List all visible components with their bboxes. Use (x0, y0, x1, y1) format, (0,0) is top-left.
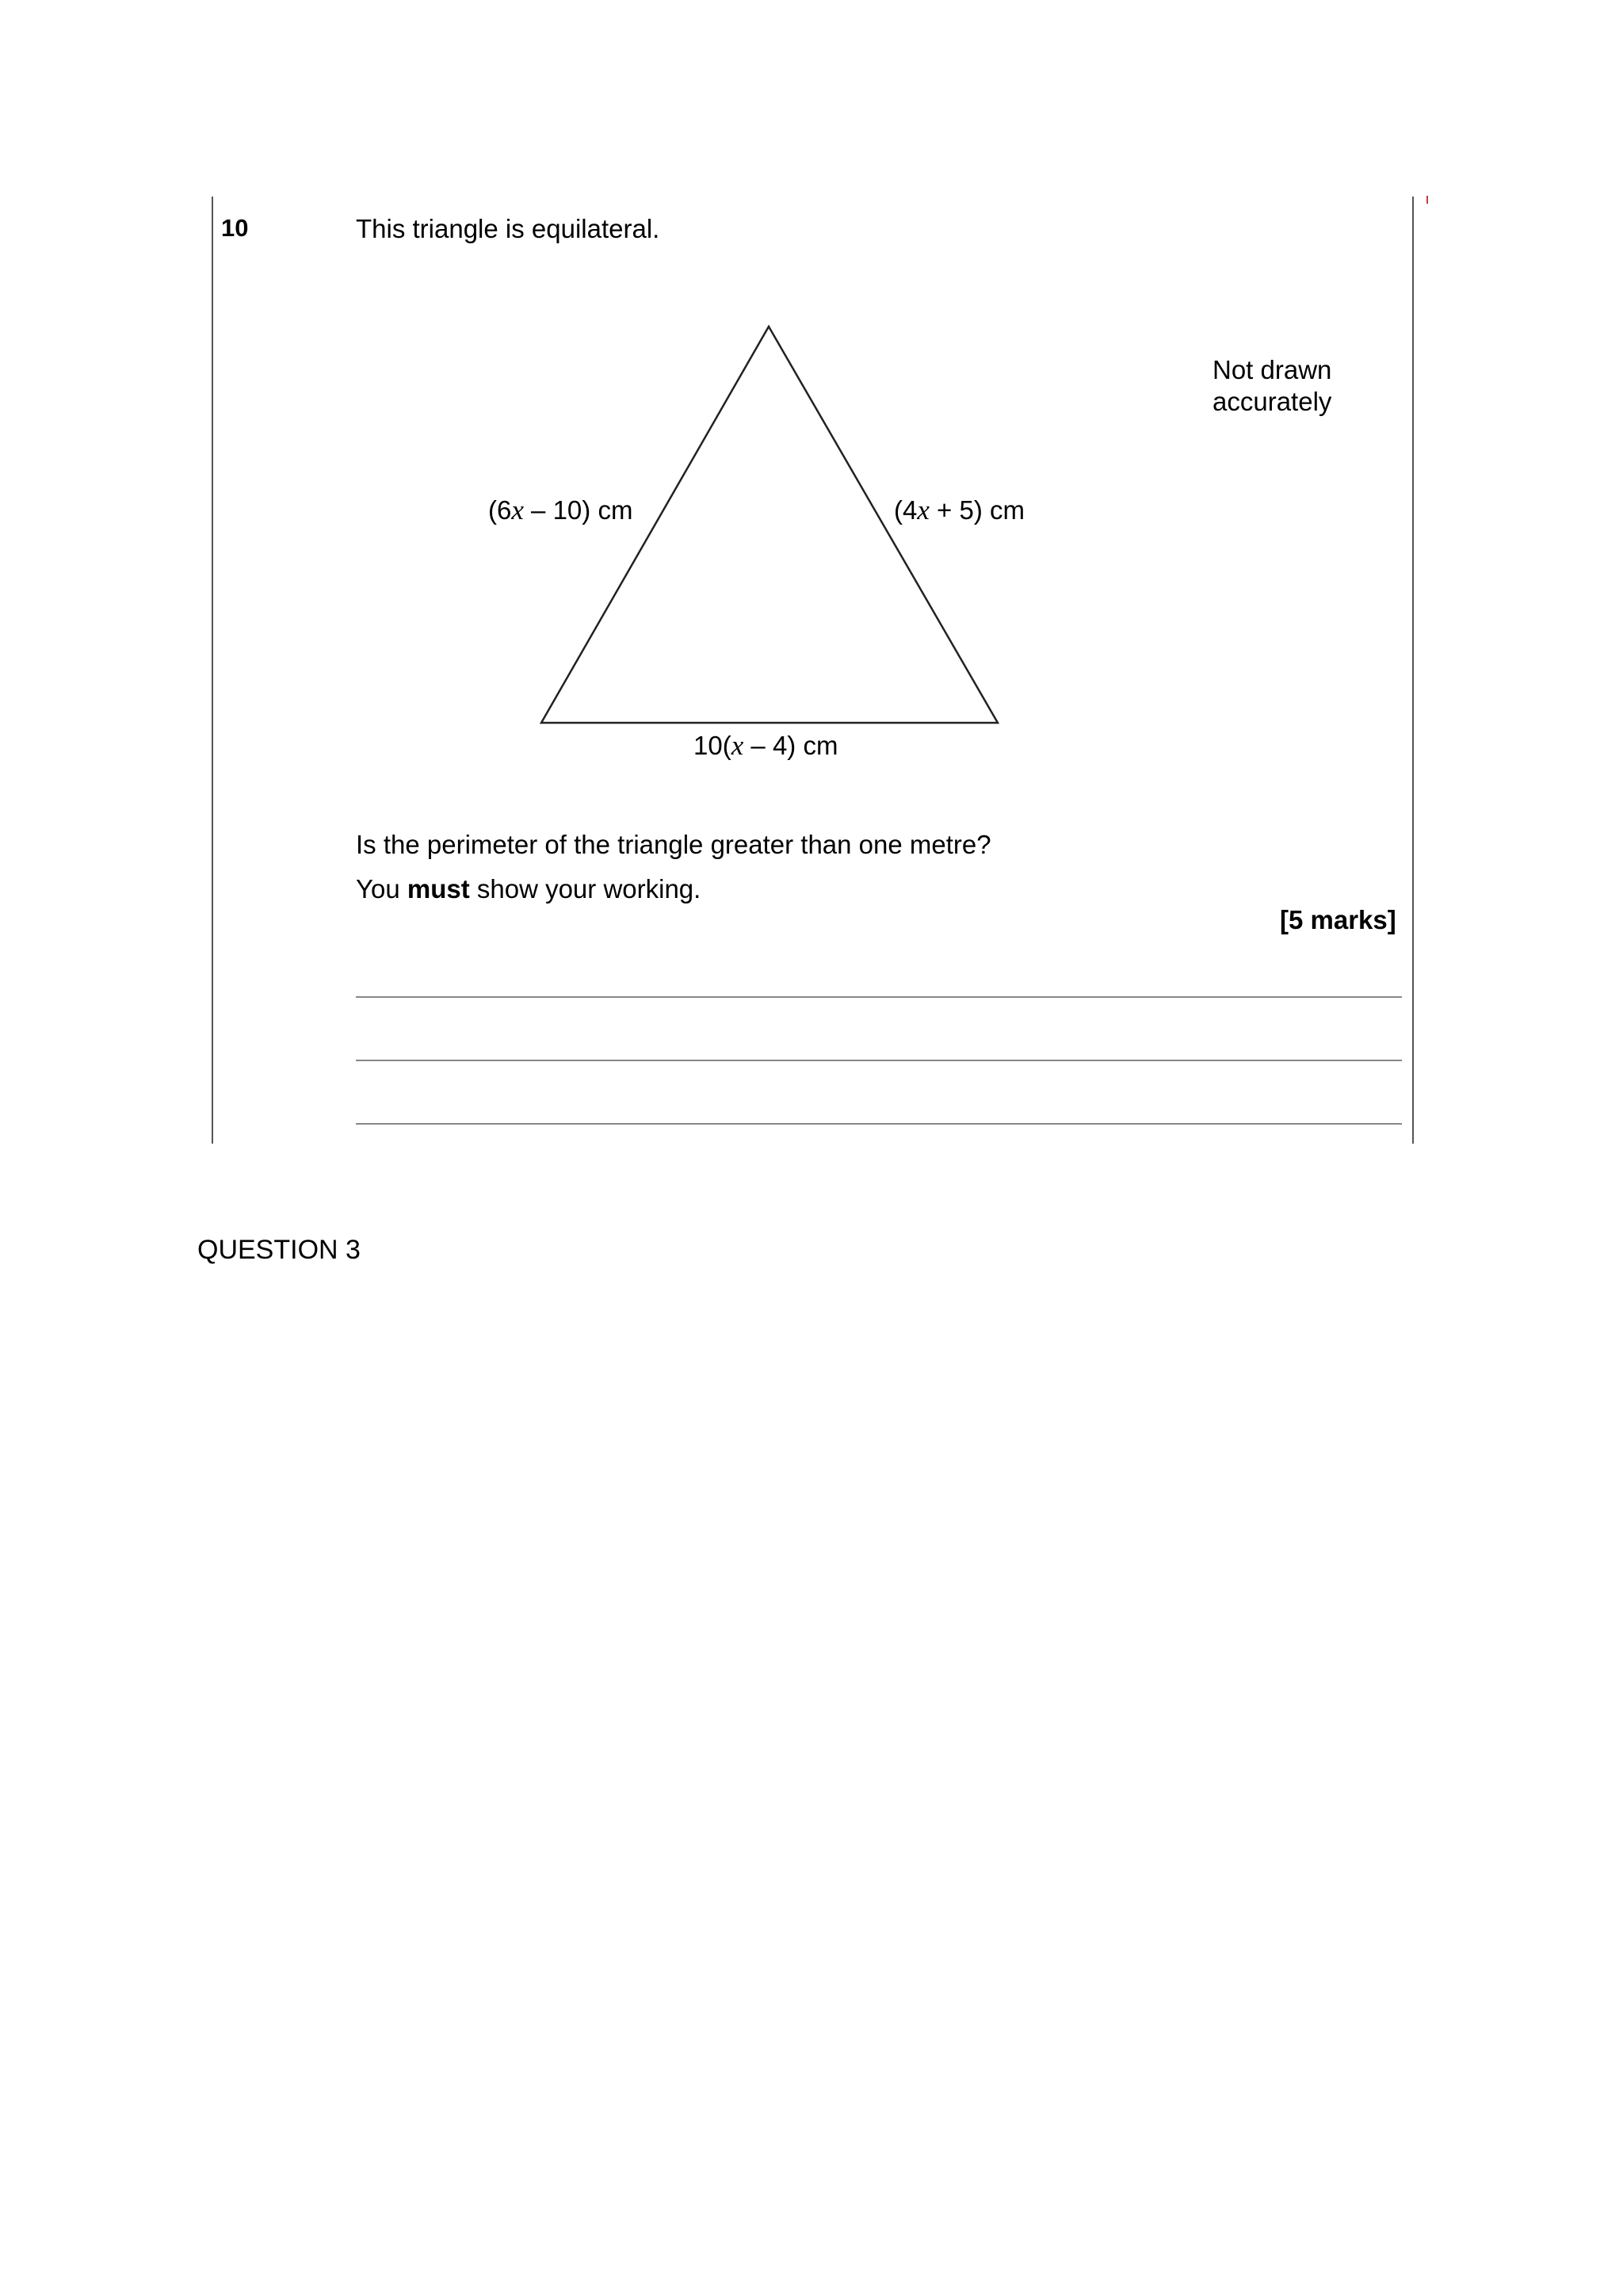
equilateral-triangle-diagram (0, 0, 1623, 793)
side-label-bottom (693, 730, 838, 762)
answer-line[interactable] (356, 1060, 1402, 1061)
side-bottom-variable: x (731, 730, 744, 761)
side-right-pre: (4 (894, 495, 918, 525)
note-line-2: accurately (1212, 387, 1332, 416)
side-label-right (894, 495, 1025, 526)
answer-line[interactable] (356, 1123, 1402, 1125)
side-bottom-pre: 10( (693, 731, 731, 760)
side-label-left (488, 495, 632, 526)
note-line-1: Not drawn (1212, 355, 1332, 384)
side-right-post: + 5) cm (929, 495, 1025, 525)
instruction-bold: must (407, 874, 470, 904)
question-prompt: Is the perimeter of the triangle greater than one metre? (356, 830, 991, 859)
instruction-pre: You (356, 874, 407, 904)
side-left-pre: (6 (488, 495, 512, 525)
side-right-variable: x (917, 495, 930, 525)
side-left-variable: x (511, 495, 524, 525)
side-bottom-post: – 4) cm (743, 731, 838, 760)
question-3-label: QUESTION 3 (197, 1235, 361, 1265)
instruction-post: show your working. (469, 874, 701, 904)
question-number: 10 (221, 214, 249, 242)
question-intro: This triangle is equilateral. (356, 214, 660, 243)
marks-label: [5 marks] (1280, 905, 1396, 934)
answer-line[interactable] (356, 996, 1402, 998)
side-left-post: – 10) cm (523, 495, 633, 525)
question-instruction (356, 874, 701, 904)
